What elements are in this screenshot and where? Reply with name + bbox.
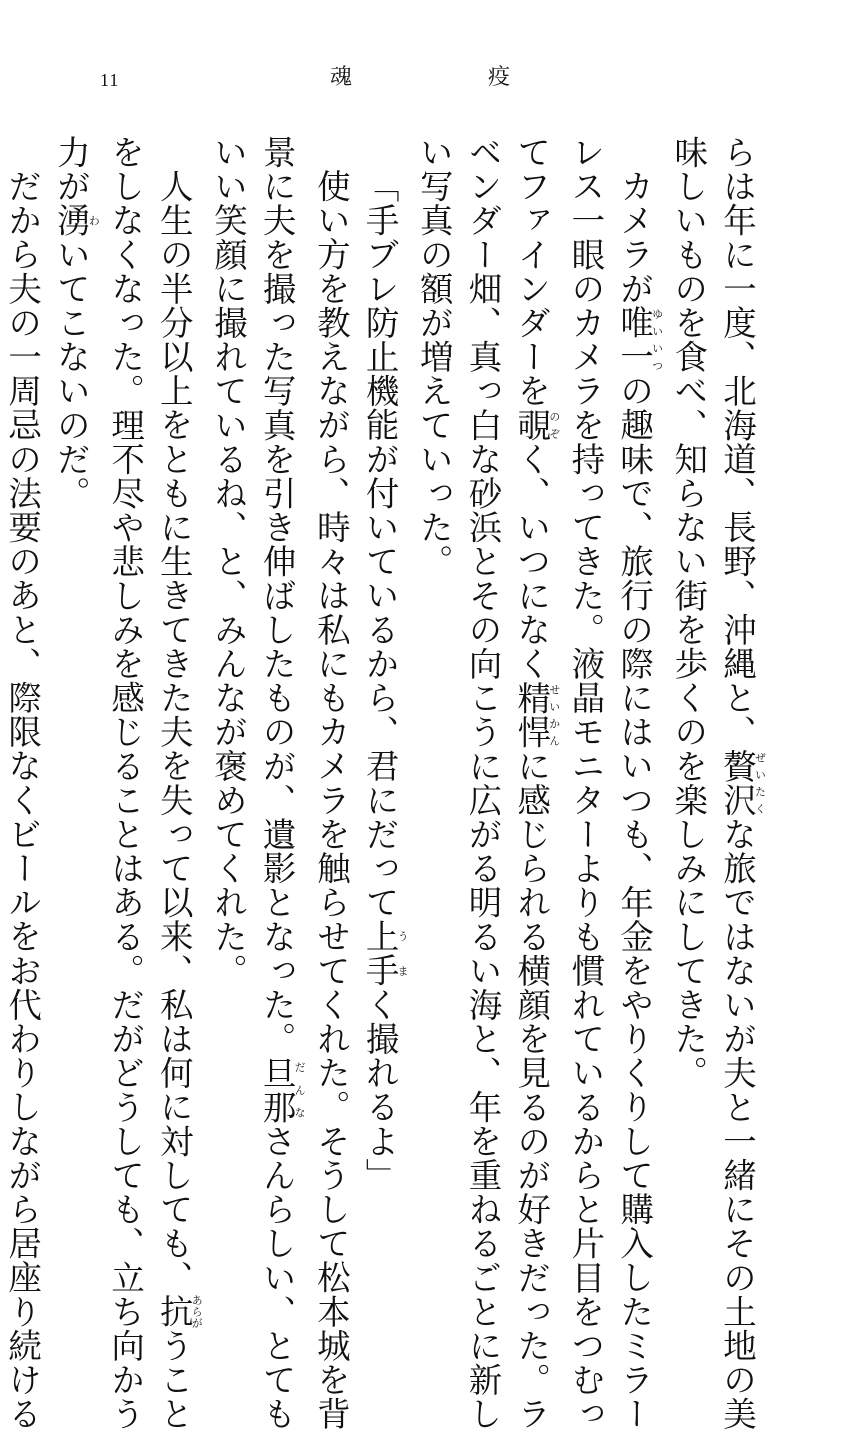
ruby-base: 上手 <box>360 918 400 987</box>
ruby-reading: だんな <box>293 1055 307 1124</box>
text-segment: な旅ではないが夫と一緒にその土地の美 <box>717 817 757 1431</box>
ruby-reading: のぞ <box>547 407 561 442</box>
ruby-word <box>511 407 561 442</box>
ruby-word <box>154 1293 204 1328</box>
text-segment: く撮れるよ」 <box>360 986 400 1192</box>
text-line <box>506 135 561 1431</box>
text-line <box>251 135 307 1431</box>
text-segment: カメラが <box>614 168 654 305</box>
text-segment: 「手ブレ防止機能が付いているから、君にだって <box>360 168 400 919</box>
ruby-reading: うま <box>396 918 410 987</box>
ruby-reading: せいかん <box>547 680 561 749</box>
text-line <box>409 135 458 1115</box>
text-segment: らは年に一度、北海道、長野、沖縄と、 <box>717 135 757 749</box>
text-line <box>663 135 712 1115</box>
body-text <box>2 135 767 1431</box>
text-segment: いい笑顔に撮れているね、と、みんなが褒めてくれた。 <box>208 135 248 988</box>
page-number: 11 <box>100 70 120 90</box>
text-segment: をしなくなった。理不尽や悲しみを感じることはある。だがどうしても、立ち向かう <box>105 135 145 1431</box>
ruby-word <box>614 304 664 374</box>
text-line <box>100 135 149 1431</box>
text-line <box>46 135 100 1115</box>
ruby-base: 唯一 <box>614 304 654 374</box>
text-line <box>712 135 767 1431</box>
ruby-base: 抗 <box>154 1293 194 1328</box>
text-segment: 人生の半分以上をともに生きてきた夫を失って以来、私は何に対しても、 <box>154 168 194 1294</box>
text-line <box>609 135 664 1431</box>
text-segment: に感じられる横顔を見るのが好きだった。ラ <box>511 748 551 1431</box>
ruby-reading: ぜいたく <box>753 748 767 817</box>
text-line <box>203 135 252 1115</box>
ruby-word <box>360 918 410 987</box>
text-segment: の趣味で、旅行の際にはいつも、年金をやりくりして購入したミラー <box>614 373 654 1431</box>
text-line <box>306 135 355 1431</box>
running-head-title-right: 疫 <box>487 65 510 90</box>
ruby-base: 精悍 <box>511 680 551 749</box>
text-line <box>0 135 46 1431</box>
text-line <box>457 135 506 1431</box>
text-segment: いてこないのだ。 <box>51 237 91 511</box>
ruby-base: 旦那 <box>257 1055 297 1124</box>
ruby-base: 湧 <box>51 203 91 238</box>
ruby-word <box>257 1055 307 1124</box>
ruby-reading: わ <box>87 203 101 238</box>
ruby-base: 覗 <box>511 407 551 442</box>
text-segment: だから夫の一周忌の法要のあと、際限なくビールをお代わりしながら居座り続ける <box>2 168 42 1431</box>
ruby-reading: ゆいいつ <box>650 304 664 374</box>
running-head <box>330 60 510 91</box>
text-segment: ベンダー畑、真っ白な砂浜とその向こうに広がる明るい海と、年を重ねるごとに新し <box>462 135 502 1431</box>
text-segment: く、いつになく <box>511 441 551 681</box>
text-segment: い写真の額が増えていった。 <box>414 135 454 579</box>
ruby-word <box>717 748 767 818</box>
ruby-reading: あらが <box>190 1293 204 1328</box>
text-line <box>560 135 609 1431</box>
running-head-title-left: 魂 <box>330 65 353 90</box>
text-segment: 力が <box>51 135 91 204</box>
ruby-word <box>51 203 101 238</box>
text-line <box>354 135 410 1192</box>
ruby-base: 贅沢 <box>717 748 757 818</box>
text-segment: 味しいものを食べ、知らない街を歩くのを楽しみにしてきた。 <box>668 135 708 1090</box>
ruby-word <box>511 680 561 749</box>
text-segment: うこと <box>154 1327 194 1431</box>
text-segment: さんらしい、とても <box>257 1123 297 1431</box>
text-segment: てファインダーを <box>511 135 551 408</box>
text-segment: レス一眼のカメラを持ってきた。液晶モニターよりも慣れているからと片目をつむっ <box>565 135 605 1431</box>
text-segment: 使い方を教えながら、時々は私にもカメラを触らせてくれた。そうして松本城を背 <box>311 168 351 1431</box>
text-line <box>149 135 204 1431</box>
text-segment: 景に夫を撮った写真を引き伸ばしたものが、遺影となった。 <box>257 135 297 1056</box>
